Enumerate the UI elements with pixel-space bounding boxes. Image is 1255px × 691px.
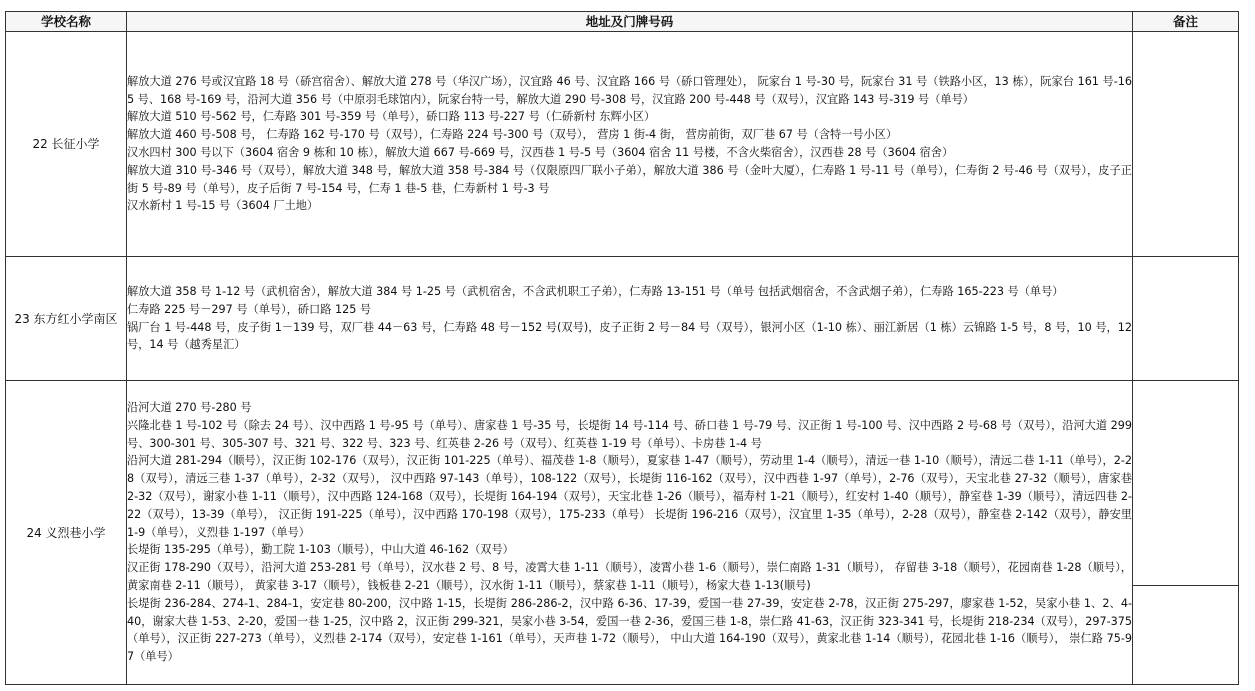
address-line: 沿河大道 281-294（顺号），汉正街 102-176（双号），汉正街 101-225（单号）、福茂巷 1-8（顺号），夏家巷 1-47（顺号），劳动里 1-4（顺号），清远一巷 1-10（顺号），清远二巷 1-11（单号），2-28（双号），清远三巷 1-37（单号），2-32（双号）， 汉中西路 97-143（单号），108-122（双号），长堤街 116-162（双号），汉中西巷 1-97（单号），2-76（双号），天宝北巷 27-32（顺号），唐家巷 2-32（双号），谢家小巷 1-11（顺号），汉中西路 124-168（双号），长堤街 164-194（双号），天宝北巷 1-26（顺号），福寿村 1-21（顺号），红安村 1-40（顺号），静室巷 1-39（顺号），清远四巷 2-22（双号），13-39（单号）， 汉正街 191-225（单号），汉中西路 170-198（双号），175-233（单号） 长堤街 196-216（双号），汉宜里 1-35（单号），2-28（双号），静室巷 2-142（双号），静安里 1-9（单号），义烈巷 1-197（单号） [127,454,1132,539]
remarks-cell [1133,257,1239,381]
school-name-cell: 22 长征小学 [6,32,127,257]
header-address: 地址及门牌号码 [127,12,1133,32]
school-name-cell: 24 义烈巷小学 [6,381,127,685]
address-line: 解放大道 460 号-508 号， 仁寿路 162 号-170 号（双号），仁寿路 224 号-300 号（双号）， 营房 1 街-4 街， 营房前街，双厂巷 67 号（含特一号小区） [127,128,898,142]
remarks-divider [1133,479,1238,586]
school-name-cell: 23 东方红小学南区 [6,257,127,381]
address-line: 沿河大道 270 号-280 号 [127,401,252,415]
table-row [6,381,1239,685]
address-line: 长堤街 236-284、274-1、284-1，安定巷 80-200，汉中路 1-15，长堤街 286-286-2，汉中路 6-36、17-39，爱国一巷 27-39，安定巷 2-78，汉正街 275-297，廖家巷 1-52，吴家小巷 1、2、4-40，谢家大巷 1-53、2-20，爱国一巷 1-25，汉中路 2，汉正街 299-321，吴家小巷 3-54，爱国一巷 2-36，爱国三巷 1-8，崇仁路 41-63，汉正街 323-341 号，长堤街 218-234（双号），297-375（单号），汉正街 227-273（单号），义烈巷 2-174（双号），安定巷 1-161（单号），天声巷 1-72（顺号）， 中山大道 164-190（双号），黄家北巷 1-14（顺号），花园北巷 1-16（顺号）， 崇仁路 75-97（单号） [127,596,1132,664]
address-line: 汉水新村 1 号-15 号（3604 厂土地） [127,199,319,213]
school-district-table [5,11,1239,685]
address-line: 兴隆北巷 1 号-102 号（除去 24 号）、汉中西路 1 号-95 号（单号）、唐家巷 1 号-35 号，长堤街 14 号-114 号、硚口巷 1 号-79 号、汉正街 1 号-100 号、汉中西路 2 号-68 号（双号），沿河大道 299 号、300-301 号、305-307 号、321 号、322 号、323 号、红英巷 2-26 号（双号）、红英巷 1-19 号（单号）、卡房巷 1-4 号 [127,418,1132,450]
address-cell [127,32,1133,257]
address-line: 汉水四村 300 号以下（3604 宿舍 9 栋和 10 栋），解放大道 667 号-669 号，汉西巷 1 号-5 号（3604 宿舍 11 号楼，不含火柴宿舍），汉西巷 28 号（3604 宿舍） [127,146,954,159]
address-cell [127,381,1133,685]
header-school-name: 学校名称 [6,12,127,32]
address-cell [127,257,1133,381]
table-row [6,257,1239,381]
address-line: 解放大道 276 号或汉宜路 18 号（硚宫宿舍）、解放大道 278 号（华汉广场），汉宜路 46 号、汉宜路 166 号（硚口管理处）， 阮家台 1 号-30 号，阮家台 31 号（铁路小区，13 栋），阮家台 161 号-165 号、168 号-169 号，沿河大道 356 号（中原羽毛球馆内），阮家台特一号，解放大道 290 号-308 号，汉宜路 200 号-448 号（双号），汉宜路 143 号-319 号（单号） [127,74,1132,106]
address-line: 汉正街 178-290（双号），沿河大道 253-281 号（单号），汉水巷 2 号、8 号，凌霄大巷 1-11（顺号），凌霄小巷 1-6（顺号），崇仁南路 1-31（顺号）， 存留巷 3-18（顺号），花园南巷 1-28（顺号），黄家南巷 2-11（顺号）， 黄家巷 3-17（顺号），钱板巷 2-21（顺号），汉水街 1-11（顺号），蔡家巷 1-11（顺号），杨家大巷 1-13(顺号) [127,561,1132,592]
remarks-cell [1133,381,1239,685]
table-row [6,32,1239,257]
address-line: 解放大道 358 号 1-12 号（武机宿舍），解放大道 384 号 1-25 号（武机宿舍，不含武机职工子弟），仁寿路 13-151 号（单号 包括武烟宿舍，不含武烟子弟），仁寿路 165-223 号（单号） [127,284,1064,298]
address-line: 解放大道 310 号-346 号（双号），解放大道 348 号，解放大道 358 号-384 号（仅限原四厂联小子弟），解放大道 386 号（金叶大厦），仁寿路 1 号-11 号（单号），仁寿街 2 号-46 号（双号），皮子正街 5 号-89 号（单号），皮子后街 7 号-154 号，仁寿 1 巷-5 巷，仁寿新村 1 号-3 号 [127,163,1132,195]
remarks-cell [1133,32,1239,257]
address-line: 长堤街 135-295（单号），勤工院 1-103（顺号），中山大道 46-162（双号） [127,543,514,557]
address-line: 解放大道 510 号-562 号，仁寿路 301 号-359 号（单号），硚口路 113 号-227 号（仁硚新村 东辉小区） [127,110,656,124]
address-line: 锅厂台 1 号-448 号，皮子街 1－139 号，双厂巷 44－63 号，仁寿路 48 号－152 号(双号)，皮子正街 2 号－84 号（双号），银河小区（1-10 栋）、丽江新居（1 栋）云锦路 1-5 号，8 号，10 号，12 号，14 号（越秀星汇） [127,320,1132,352]
header-row [6,12,1239,32]
address-line: 仁寿路 225 号－297 号（单号），硚口路 125 号 [127,302,372,316]
header-remarks: 备注 [1133,12,1239,32]
